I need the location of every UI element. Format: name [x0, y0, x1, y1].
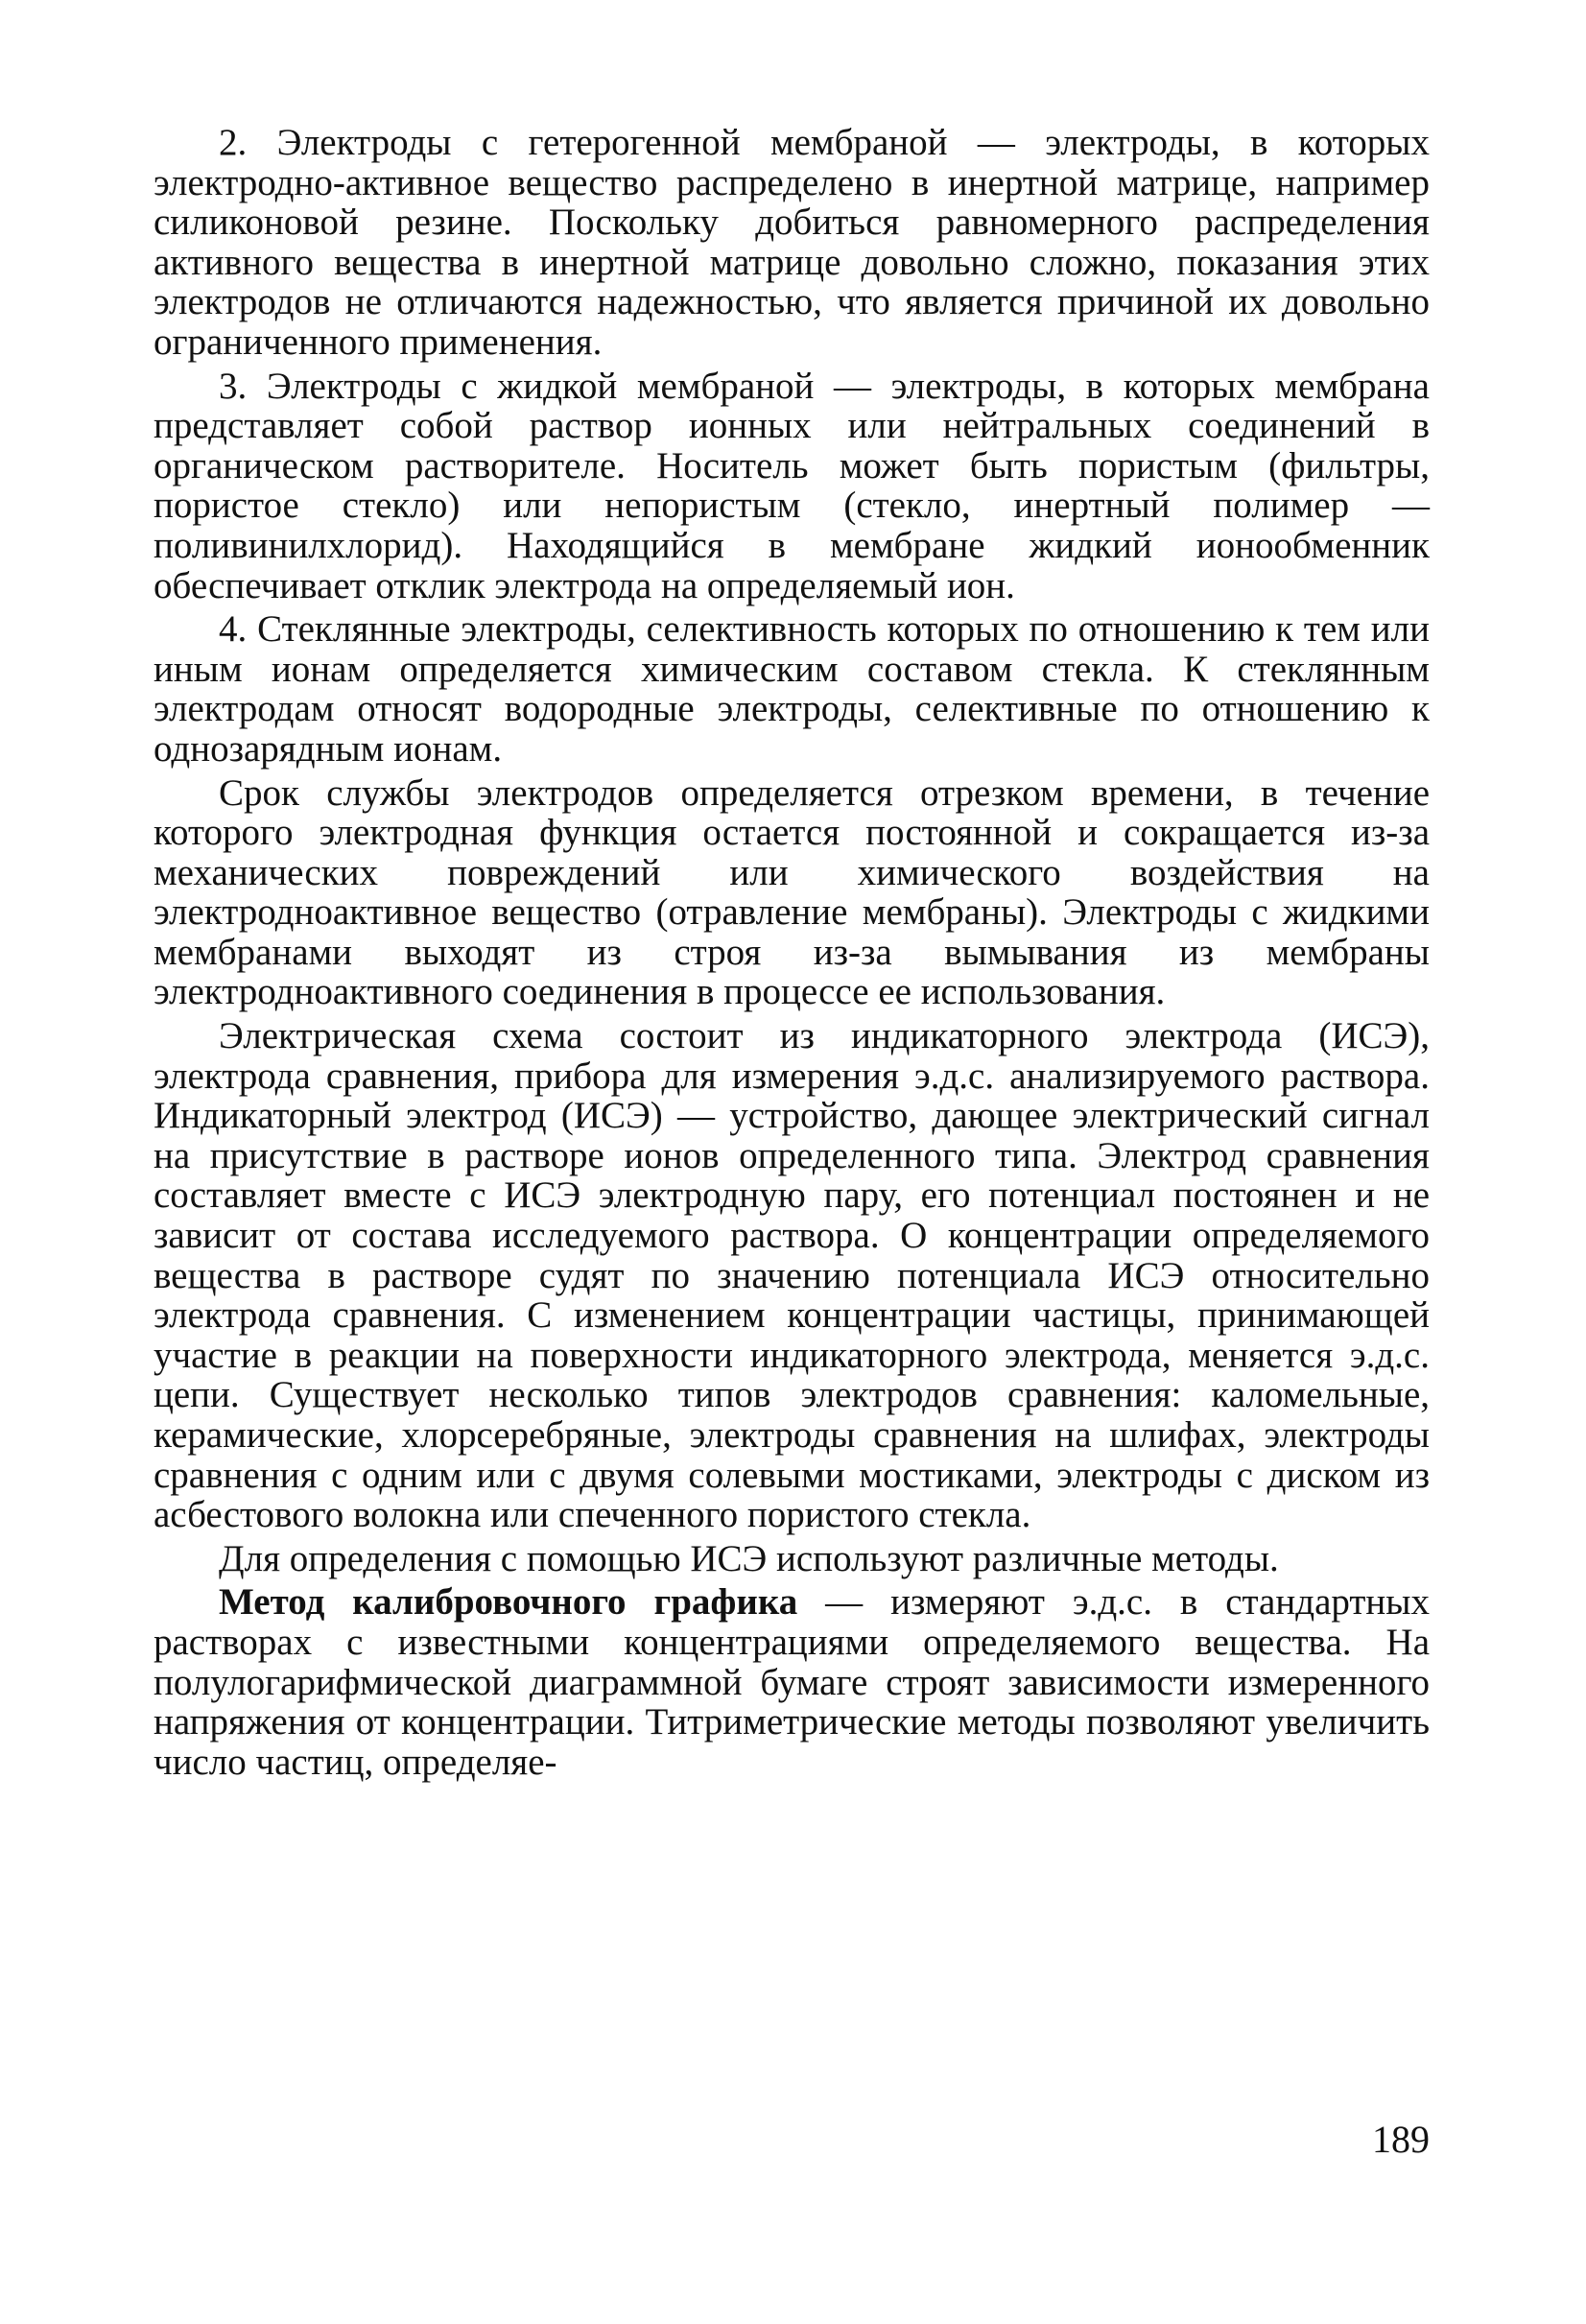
paragraph-heterogeneous-membrane-electrodes: 2. Электроды с гетерогенной мембраной — электроды, в которых электродно-активное вещество распределено в инертной матрице, например силиконовой резине. Поскольку добиться равномерного распределения активного вещества в инертной матрице довольно сложно, показания этих электродов не отличаются надежностью, что является причиной их довольно ограниченного применения.: [154, 122, 1430, 363]
paragraph-electrode-service-life: Срок службы электродов определяется отрезком времени, в течение которого электродная функция остается постоянной и сокращается из-за механических повреждений или химического воздействия на электродноактивное вещество (отравление мембраны). Электроды с жидкими мембранами выходят из строя из-за вымывания из мембраны электродноактивного соединения в процессе ее использования.: [154, 771, 1430, 1013]
paragraph-glass-electrodes: 4. Стеклянные электроды, селективность которых по отношению к тем или иным ионам определяется химическим составом стекла. К стеклянным электродам относят водородные электроды, селективные по отношению к однозарядным ионам.: [154, 608, 1430, 770]
book-page: [154, 123, 1430, 2215]
calibration-method-term: Метод калибровочного графика: [219, 1581, 798, 1624]
paragraph-calibration-method: [154, 1582, 1430, 1782]
body-text: [154, 123, 1430, 1782]
page-number: 189: [1372, 2118, 1430, 2161]
paragraph-electrical-scheme: Электрическая схема состоит из индикаторного электрода (ИСЭ), электрода сравнения, прибора для измерения э.д.с. анализируемого раствора. Индикаторный электрод (ИСЭ) — устройство, дающее электрический сигнал на присутствие в растворе ионов определенного типа. Электрод сравнения составляет вместе с ИСЭ электродную пару, его потенциал постоянен и не зависит от состава исследуемого раствора. О концентрации определяемого вещества в растворе судят по значению потенциала ИСЭ относительно электрода сравнения. С изменением концентрации частицы, принимающей участие в реакции на поверхности индикаторного электрода, меняется э.д.с. цепи. Существует несколько типов электродов сравнения: каломельные, керамические, хлорсеребряные, электроды сравнения на шлифах, электроды сравнения с одним или с двумя солевыми мостиками, электроды с диском из асбестового волокна или спеченного пористого стекла.: [154, 1015, 1430, 1536]
paragraph-determination-methods: Для определения с помощью ИСЭ используют различные методы.: [219, 1537, 1279, 1579]
paragraph-liquid-membrane-electrodes: 3. Электроды с жидкой мембраной — электроды, в которых мембрана представляет собой раствор ионных или нейтральных соединений в органическом растворителе. Носитель может быть пористым (фильтры, пористое стекло) или непористым (стекло, инертный полимер — поливинилхлорид). Находящийся в мембране жидкий ионообменник обеспечивает отклик электрода на определяемый ион.: [154, 365, 1430, 606]
calibration-method-text: — измеряют э.д.с. в стандартных растворах с известными концентрациями определяемого вещества. На полулогарифмической диаграммной бумаге строят зависимости измеренного напряжения от концентрации. Титриметрические методы позволяют увеличить число частиц, определяе-: [154, 1581, 1430, 1783]
